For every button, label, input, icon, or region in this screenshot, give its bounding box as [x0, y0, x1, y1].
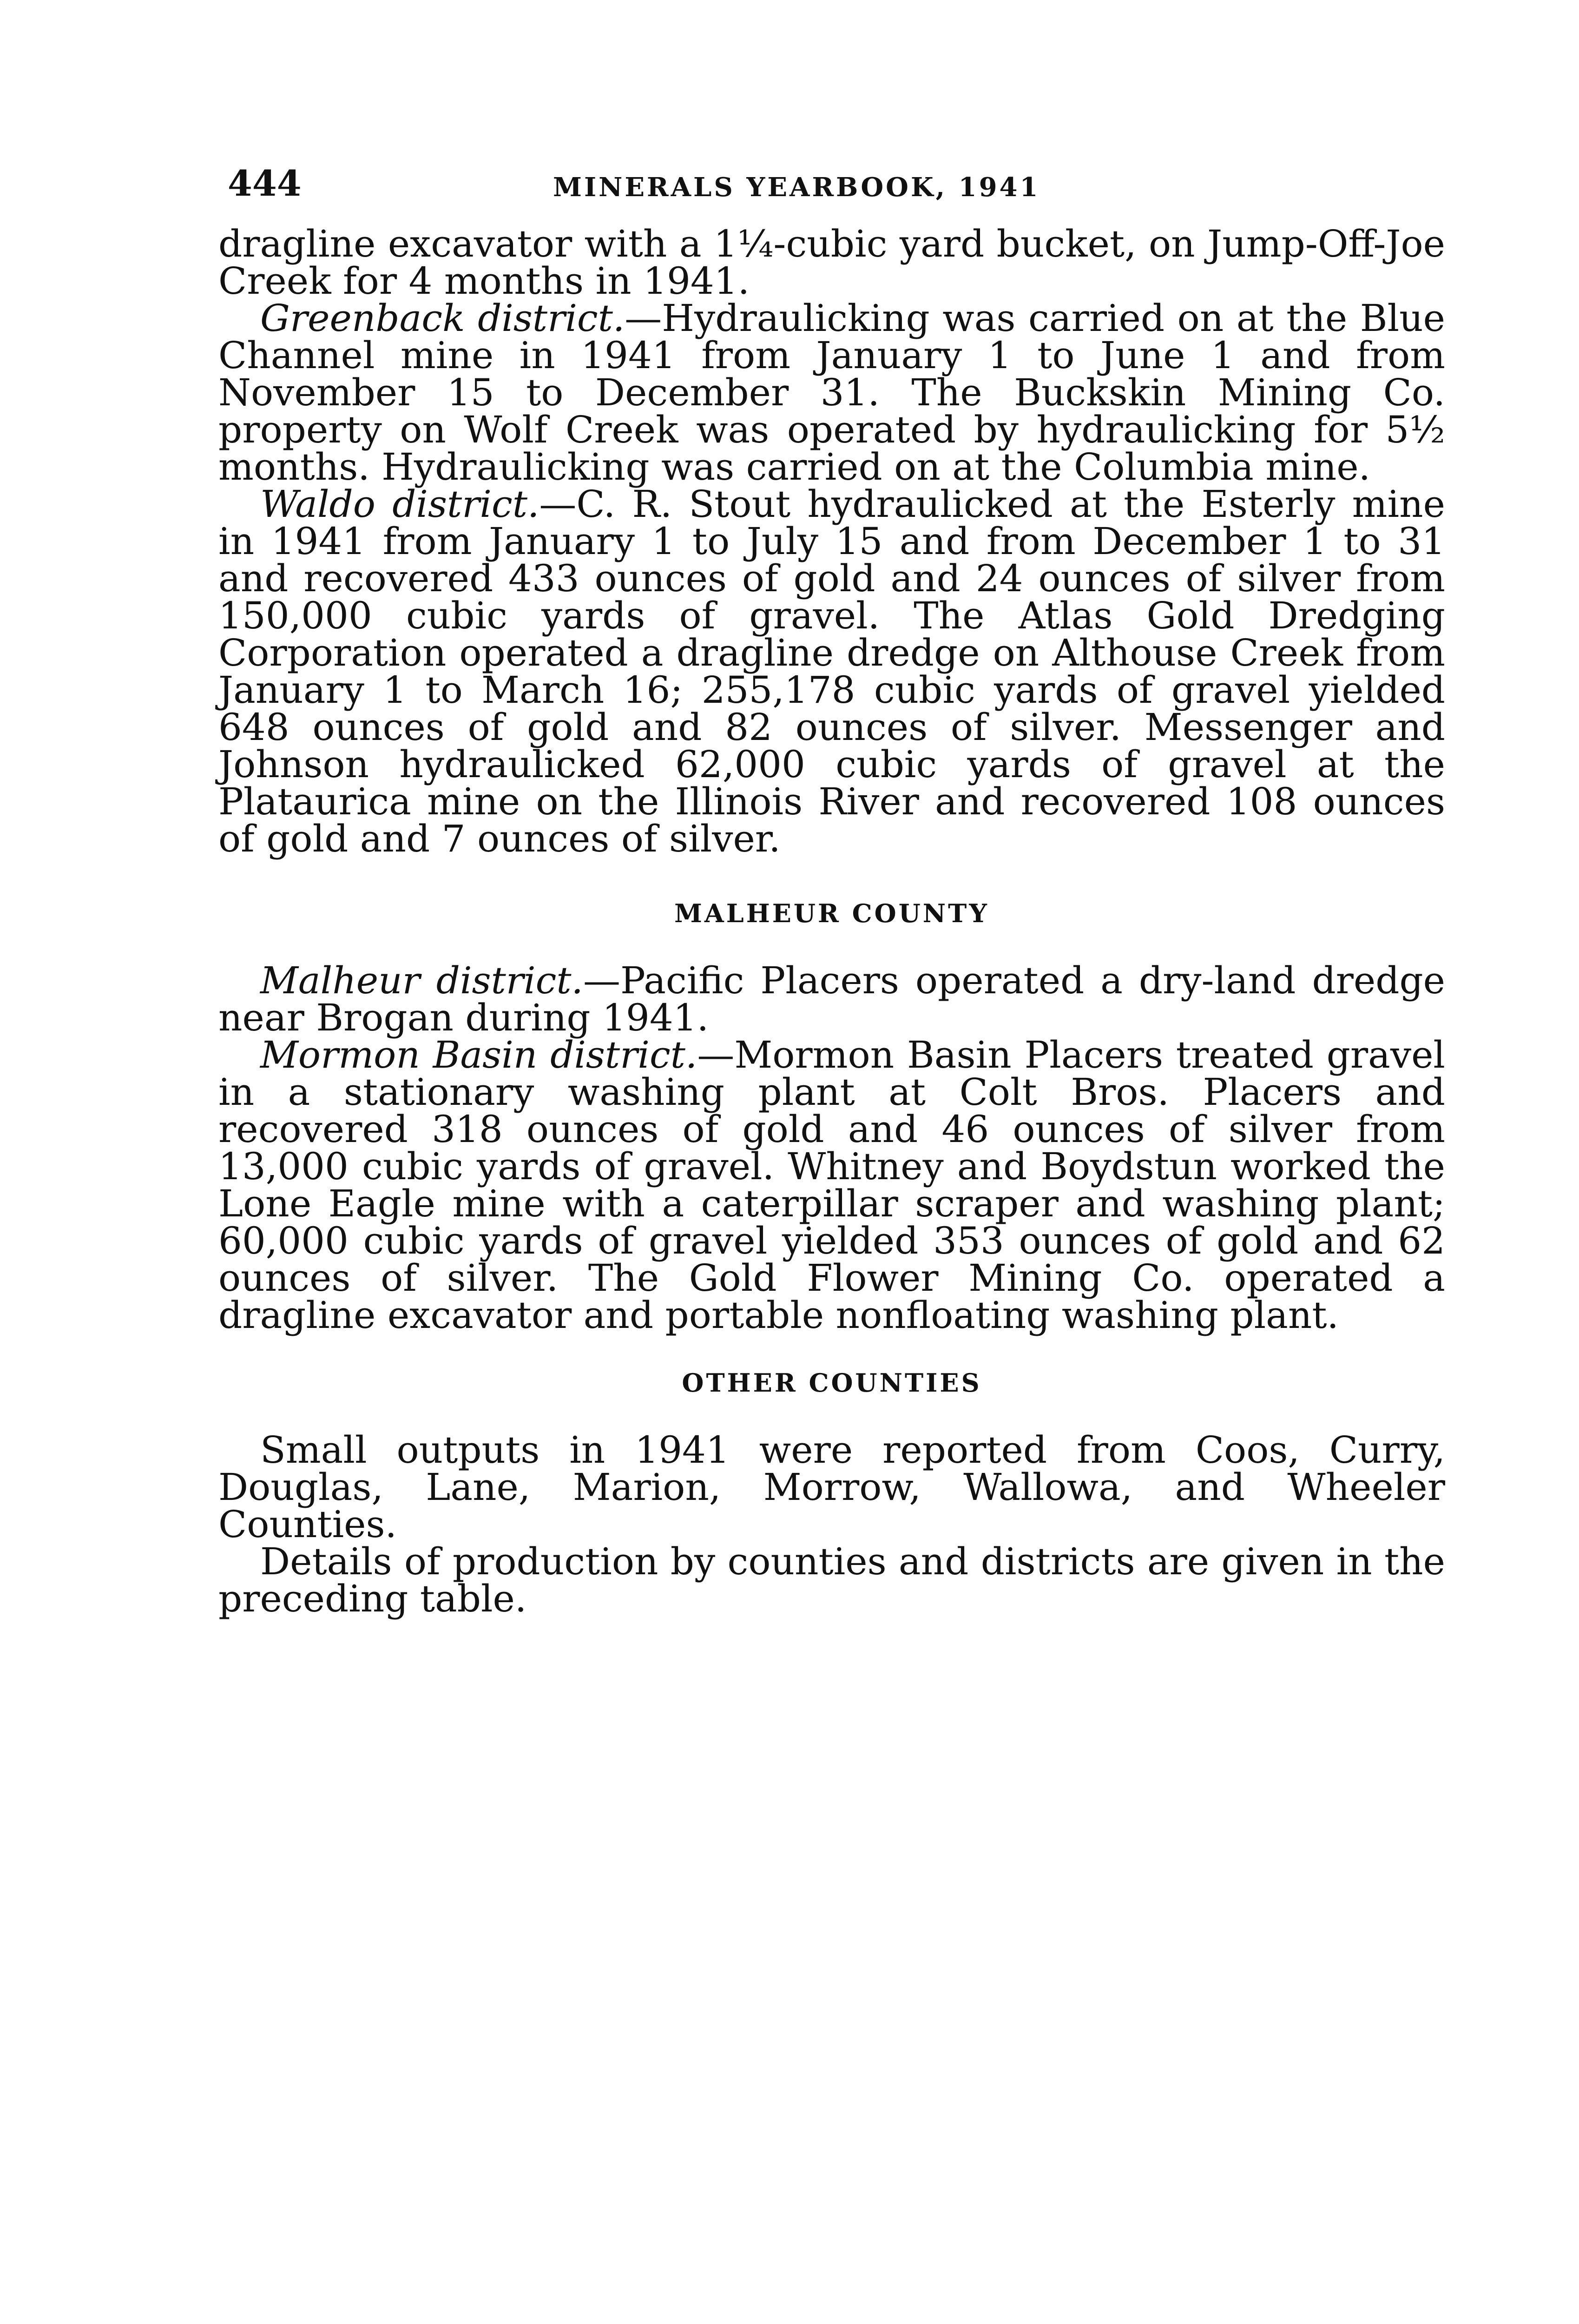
paragraph-text: —C. R. Stout hydraulicked at the Esterly mine in 1941 from January 1 to July 15 and from December 1 to 31 and recovered 433 ounces of gold and 24 ounces of silver from 150,000 cubic yards of gravel. The Atlas Gold Dredging Corporation operated a dragline dredge on Althouse Creek from January 1 to March 16; 255,178 cubic yards of gravel yielded 648 ounces of gold and 82 ounces of silver. Messenger and Johnson hydraulicked 62,000 cubic yards of gravel at the Plataurica mine on the Illinois River and recovered 108 ounces of gold and 7 ounces of silver.: [218, 482, 1445, 860]
paragraph-text: —Mormon Basin Placers treated gravel in a stationary washing plant at Colt Bros. Placers and recovered 318 ounces of gold and 46 ounces of silver from 13,000 cubic yards of gravel. Whitney and Boydstun worked the Lone Eagle mine with a caterpillar scraper and washing plant; 60,000 cubic yards of gravel yielded 353 ounces of gold and 62 ounces of silver. The Gold Flower Mining Co. operated a dragline excavator and portable nonfloating washing plant.: [218, 1033, 1445, 1337]
page-number: 444: [228, 163, 302, 204]
paragraph-malheur-district: [218, 959, 1446, 1039]
section-heading-malheur-county: MALHEUR COUNTY: [674, 898, 989, 928]
paragraph-text: —Hydraulicking was carried on at the Blue Channel mine in 1941 from January 1 to June 1 and from November 15 to December 31. The Buckskin Mining Co. property on Wolf Creek was operated by hydraulicking for 5½ months. Hydraulicking was carried on at the Columbia mine.: [218, 297, 1446, 489]
paragraph-small-outputs: [218, 1428, 1445, 1546]
paragraph-details-of-production: [218, 1540, 1445, 1620]
paragraph-jump-off-joe: [218, 222, 1445, 303]
section-heading-other-counties: OTHER COUNTIES: [682, 1368, 982, 1398]
district-name-waldo: Waldo district.: [260, 482, 539, 526]
district-name-malheur: Malheur district.: [260, 959, 583, 1002]
paragraph-mormon-basin-district: [218, 1033, 1445, 1337]
paragraph-text: Details of production by counties and districts are given in the preceding table.: [218, 1540, 1445, 1620]
paragraph-greenback-district: [218, 297, 1446, 489]
paragraph-waldo-district: [218, 482, 1445, 860]
paragraph-text: dragline excavator with a 1¼-cubic yard bucket, on Jump-Off-Joe Creek for 4 months in 1941.: [218, 222, 1445, 303]
page: [218, 153, 1445, 1618]
district-name-mormon-basin: Mormon Basin district.: [260, 1033, 697, 1076]
district-name-greenback: Greenback district.: [260, 297, 625, 340]
running-head: [218, 153, 1445, 205]
paragraph-text: —Pacific Placers operated a dry-land dredge near Brogan during 1941.: [218, 959, 1446, 1039]
paragraph-text: Small outputs in 1941 were reported from Coos, Curry, Douglas, Lane, Marion, Morrow, Wallowa, and Wheeler Counties.: [218, 1428, 1445, 1546]
running-title: MINERALS YEARBOOK, 1941: [553, 172, 1040, 203]
